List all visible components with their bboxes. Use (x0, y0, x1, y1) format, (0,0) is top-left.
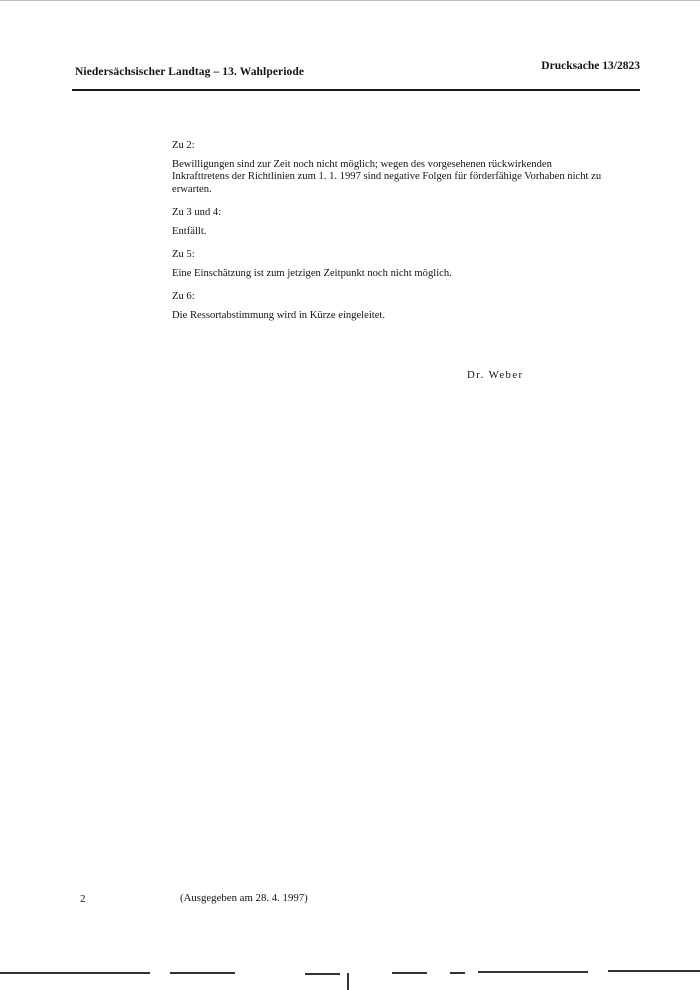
section-label: Zu 3 und 4: (172, 207, 222, 218)
document-number: Drucksache 13/2823 (541, 60, 640, 72)
section-label: Zu 6: (172, 291, 195, 302)
header-rule (72, 89, 640, 91)
section-label: Zu 2: (172, 140, 195, 151)
scan-artifact-line (450, 972, 465, 974)
scan-artifact-line (392, 972, 427, 974)
document-body (172, 140, 607, 333)
signature: Dr. Weber (467, 369, 524, 381)
scan-artifact-line (608, 970, 700, 972)
section-label: Zu 5: (172, 249, 195, 260)
section-text: Entfällt. (172, 225, 207, 237)
scan-artifact-line (305, 973, 340, 975)
scan-artifact-line (478, 971, 588, 973)
page-number: 2 (80, 893, 86, 905)
scan-top-edge (0, 0, 700, 1)
parliament-header: Niedersächsischer Landtag – 13. Wahlperiode (75, 66, 305, 78)
section-text: Die Ressortabstimmung wird in Kürze eingeleitet. (172, 309, 386, 321)
section-text: Bewilligungen sind zur Zeit noch nicht möglich; wegen des vorgesehenen rückwirkenden Inkrafttretens der Richtlinien zum 1. 1. 1997 sind negative Folgen für förderfähige Vorhaben nicht zu erwarten. (172, 158, 602, 195)
issued-date-note: (Ausgegeben am 28. 4. 1997) (180, 892, 308, 904)
scan-artifact-tick (347, 973, 349, 990)
scan-artifact-line (0, 972, 150, 974)
section-text: Eine Einschätzung ist zum jetzigen Zeitpunkt noch nicht möglich. (172, 267, 452, 279)
scan-artifact-line (170, 972, 235, 974)
